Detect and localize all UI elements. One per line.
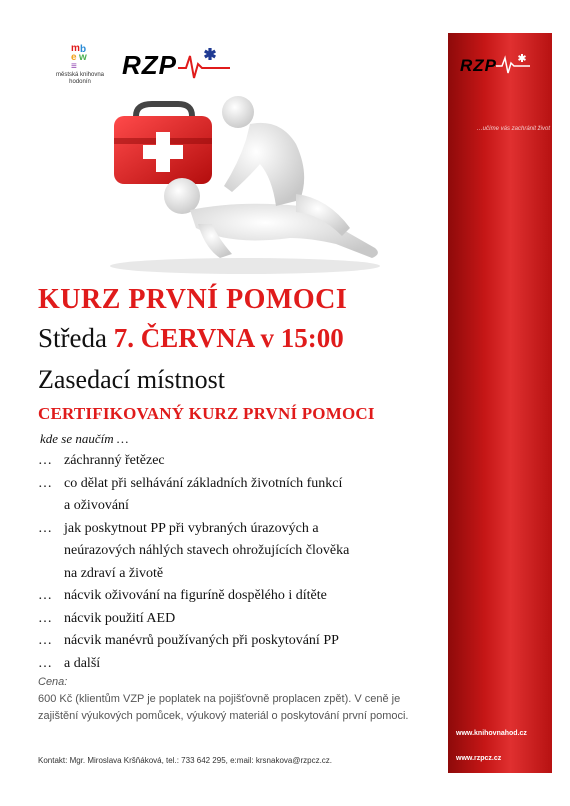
list-item-line: a další <box>64 655 101 671</box>
contact-info: Kontakt: Mgr. Miroslava Kršňáková, tel.: 733 642 295, e:mail: krsnakova@rzpcz.cz. <box>38 756 333 765</box>
event-date-highlight: 7. ČERVNA v 15:00 <box>113 323 344 353</box>
course-subtitle: CERTIFIKOVANÝ KURZ PRVNÍ POMOCI <box>38 404 375 423</box>
list-bullet: … <box>38 453 52 468</box>
sidebar-star-of-life-icon <box>518 54 526 62</box>
sidebar-rzp-logo <box>460 51 540 86</box>
list-item <box>38 450 438 473</box>
list-item-line: jak poskytnout PP při vybraných úrazových a <box>64 520 319 536</box>
sidebar-rzp-mark <box>460 51 540 81</box>
list-bullet: … <box>38 588 52 603</box>
sidebar-web-library[interactable]: www.knihovnahod.cz <box>456 730 527 737</box>
list-item <box>38 630 438 653</box>
list-item <box>38 585 438 608</box>
rzp-logo <box>122 44 232 91</box>
sidebar-web-rzp[interactable]: www.rzpcz.cz <box>456 755 502 762</box>
list-intro: kde se naučím … <box>40 431 129 446</box>
list-item <box>38 518 438 586</box>
rzp-logo-text: RZP <box>122 50 177 80</box>
list-item-line: nácvik manévrů používaných při poskytování PP <box>64 633 339 648</box>
library-caption-2: hodonín <box>69 79 91 85</box>
list-item <box>38 608 438 631</box>
library-mark-icon: m b e w ≡ <box>71 43 87 72</box>
list-bullet: … <box>38 655 52 671</box>
list-item-line: co dělat při selhávání základních životních funkcí <box>64 475 343 491</box>
list-item-line: neúrazových náhlých stavech ohrožujících člověka <box>64 543 350 558</box>
list-bullet: … <box>38 633 52 648</box>
sidebar-banner <box>448 33 552 773</box>
list-bullet: … <box>38 520 52 536</box>
event-place: Zasedací místnost <box>38 365 226 394</box>
list-bullet: … <box>38 610 52 626</box>
list-item-line: a oživování <box>64 498 129 513</box>
cpr-illustration <box>100 88 390 278</box>
list-item <box>38 473 438 518</box>
event-date <box>38 323 344 354</box>
rzp-logo-mark <box>122 44 232 86</box>
ecg-line-icon <box>178 56 230 78</box>
price-text: 600 Kč (klientům VZP je poplatek na pojišťovně proplacen zpět). V ceně je zajištění výukových pomůcek, výukový materiál o poskytování první pomoci. <box>38 693 409 722</box>
sidebar-tagline: …učíme vás zachránit život <box>476 126 550 132</box>
topics-list <box>38 450 438 675</box>
price-label: Cena: <box>38 676 68 688</box>
event-day: Středa <box>38 323 107 353</box>
list-item-line: nácvik oživování na figuríně dospělého i dítěte <box>64 588 327 603</box>
list-item <box>38 653 438 676</box>
list-item-line: nácvik použití AED <box>64 610 176 626</box>
list-item-line: na zdraví a životě <box>64 565 164 581</box>
library-caption-1: městská knihovna <box>55 72 105 78</box>
page-title: KURZ PRVNÍ POMOCI <box>38 284 348 315</box>
list-item-line: záchranný řetězec <box>64 453 165 468</box>
list-bullet: … <box>38 475 52 491</box>
first-aid-kit-icon <box>114 104 212 184</box>
star-of-life-icon <box>204 48 216 60</box>
library-logo <box>50 44 110 86</box>
sidebar-rzp-text: RZP <box>460 56 497 75</box>
